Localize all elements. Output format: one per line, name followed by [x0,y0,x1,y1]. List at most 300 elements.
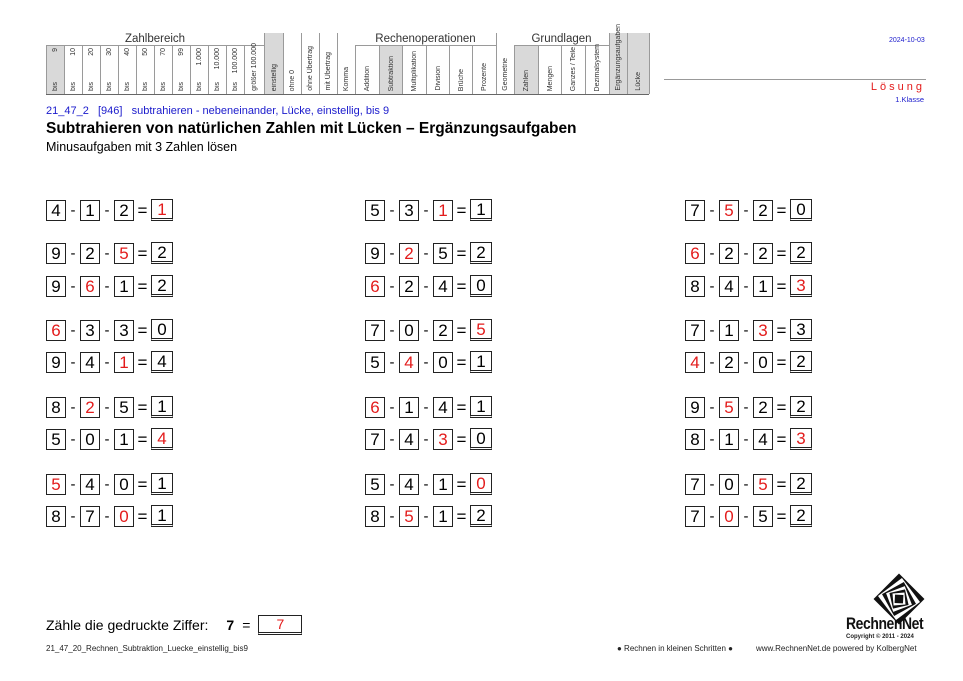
minus-sign: - [743,430,749,448]
classification-table-bottom-rule [46,94,649,95]
subtrahend-box: 2 [399,276,419,297]
gap-box[interactable]: 3 [433,429,453,450]
equation-row [46,395,173,419]
equals-sign: = [137,474,148,494]
minus-sign: - [743,321,749,339]
file-name: 21_47_20_Rechnen_Subtraktion_Luecke_einstellig_bis9 [46,644,248,653]
count-digit-task [46,615,302,635]
subtrahend-box: 3 [114,320,134,341]
equation-row [365,274,492,298]
gap-result-box[interactable]: 3 [790,275,812,297]
header-cell-label: bis [196,82,203,91]
minuend-box: 8 [685,276,705,297]
gap-box[interactable]: 5 [114,243,134,264]
footer-slogan: ● Rechnen in kleinen Schritten ● [617,644,733,653]
gap-box[interactable]: 6 [365,397,385,418]
minus-sign: - [743,507,749,525]
minus-sign: - [743,353,749,371]
header-category-cell [402,46,426,94]
equals-sign: = [137,352,148,372]
header-cell-label: größer 100.000 [251,43,258,91]
equals-sign: = [137,506,148,526]
gap-box[interactable]: 1 [114,352,134,373]
equation-row [365,198,492,222]
equals-sign: = [456,352,467,372]
header-group-title: Grundlagen [514,33,609,46]
gap-box[interactable]: 2 [80,397,100,418]
minus-sign: - [389,277,395,295]
result-box: 1 [470,396,492,418]
equals-sign: = [137,200,148,220]
minus-sign: - [709,507,715,525]
minuend-box: 4 [46,200,66,221]
minus-sign: - [104,507,110,525]
subtrahend-box: 4 [80,352,100,373]
equation-row [685,395,812,419]
header-cell-label: ohne 0 [289,69,296,91]
gap-box[interactable]: 5 [46,474,66,495]
header-cell-value: 100.000 [232,48,239,74]
header-cell-label: Dezimalsystem [594,43,601,91]
header-cell-label: Addition [364,65,371,91]
result-box: 3 [790,319,812,341]
minus-sign: - [389,507,395,525]
subtrahend-box: 4 [719,276,739,297]
subtrahend-box: 2 [753,200,773,221]
subtrahend-box: 1 [114,276,134,297]
equals-sign: = [776,506,787,526]
minus-sign: - [423,244,429,262]
gap-box[interactable]: 3 [753,320,773,341]
result-box: 0 [470,275,492,297]
minus-sign: - [743,475,749,493]
equation-row [685,318,812,342]
page-subtitle: Minusaufgaben mit 3 Zahlen lösen [46,140,238,154]
minus-sign: - [389,475,395,493]
header-cell-label: bis [232,82,239,91]
worksheet-date: 2024-10-03 [889,37,925,44]
header-cell-value: 99 [178,48,185,56]
minus-sign: - [709,277,715,295]
equals-sign: = [776,276,787,296]
subtrahend-box: 2 [719,243,739,264]
equation-row [46,318,173,342]
equals-sign: = [456,320,467,340]
minus-sign: - [423,430,429,448]
minuend-box: 5 [365,200,385,221]
minuend-box: 7 [685,320,705,341]
minus-sign: - [709,398,715,416]
minus-sign: - [70,475,76,493]
equation-row [365,472,492,496]
minus-sign: - [104,277,110,295]
header-cell-label: bis [142,82,149,91]
header-category-cell [496,33,514,94]
gap-result-box[interactable]: 4 [151,428,173,450]
minuend-box: 8 [685,429,705,450]
minus-sign: - [104,321,110,339]
minus-sign: - [70,321,76,339]
equals-sign: = [456,429,467,449]
subtrahend-box: 1 [719,320,739,341]
subtrahend-box: 3 [80,320,100,341]
header-cell-value: 30 [106,48,113,56]
subtrahend-box: 2 [114,200,134,221]
solution-label: Lösung [870,81,925,93]
result-box: 1 [470,199,492,221]
equals-sign: = [456,200,467,220]
count-task-digit: 7 [226,617,235,633]
minuend-box: 9 [365,243,385,264]
gap-box[interactable]: 6 [80,276,100,297]
equation-row [685,198,812,222]
header-category-cell [472,46,496,94]
equation-row [685,350,812,374]
gap-result-box[interactable]: 1 [151,199,173,221]
header-cell-value: 70 [160,48,167,56]
header-category-cell [609,24,627,94]
subtrahend-box: 5 [114,397,134,418]
equals-sign: = [776,243,787,263]
header-cell-label: Lücke [635,72,642,91]
equals-sign: = [456,276,467,296]
minus-sign: - [70,353,76,371]
equation-row [685,427,812,451]
gap-box[interactable]: 6 [46,320,66,341]
minus-sign: - [389,201,395,219]
header-category-cell [208,46,226,94]
header-category-cell [118,46,136,94]
count-task-label: Zähle die gedruckte Ziffer: [46,617,209,633]
subtrahend-box: 5 [433,243,453,264]
subtrahend-box: 7 [80,506,100,527]
equation-row [46,472,173,496]
gap-box[interactable]: 5 [719,397,739,418]
header-category-cell [46,46,64,94]
minuend-box: 5 [365,352,385,373]
header-cell-label: Ergänzungsaufgaben [615,24,622,91]
header-cell-label: bis [88,82,95,91]
minus-sign: - [70,430,76,448]
name-line-divider [664,79,926,80]
header-category-cell [627,33,649,94]
header-cell-label: bis [160,82,167,91]
header-cell-label: Brüche [457,68,465,91]
header-cell-label: Subtraktion [387,55,395,91]
minus-sign: - [743,201,749,219]
equals-sign: = [456,506,467,526]
header-category-cell [244,43,264,94]
equals-sign: = [137,243,148,263]
minuend-box: 8 [46,506,66,527]
header-category-cell [283,33,301,94]
minus-sign: - [389,321,395,339]
header-cell-value: 1.000 [196,48,203,66]
subtrahend-box: 0 [719,474,739,495]
minus-sign: - [743,398,749,416]
header-category-cell [319,33,337,94]
header-category-cell [561,46,585,94]
header-category-cell [172,46,190,94]
subtrahend-box: 1 [753,276,773,297]
equation-row [46,274,173,298]
gap-box[interactable]: 4 [685,352,705,373]
minus-sign: - [70,277,76,295]
minus-sign: - [423,321,429,339]
subtrahend-box: 0 [753,352,773,373]
subtrahend-box: 0 [114,474,134,495]
worksheet-code-line: 21_47_2 [946] subtrahieren - nebeneinander, Lücke, einstellig, bis 9 [46,105,390,117]
result-box: 0 [790,199,812,221]
gap-box[interactable]: 5 [399,506,419,527]
subtrahend-box: 2 [753,397,773,418]
minus-sign: - [389,430,395,448]
header-cell-value: 10.000 [214,48,221,70]
header-category-cell [379,46,402,94]
header-cell-label: bis [52,82,59,91]
minus-sign: - [70,507,76,525]
header-category-cell [426,46,449,94]
equation-row [46,350,173,374]
header-cell-label: ohne Übertrag [307,46,314,91]
minus-sign: - [709,321,715,339]
minus-sign: - [70,244,76,262]
header-cell-label: einstellig [270,63,278,91]
header-cell-label: Geometrie [502,58,509,91]
minus-sign: - [389,353,395,371]
result-box: 1 [470,351,492,373]
subtrahend-box: 0 [433,352,453,373]
minuend-box: 8 [46,397,66,418]
header-group-title: Zahlbereich [46,33,264,46]
subtrahend-box: 1 [719,429,739,450]
result-box: 1 [151,505,173,527]
equation-row [685,472,812,496]
result-box: 2 [790,351,812,373]
header-cell-label: bis [70,82,77,91]
equals-sign: = [137,429,148,449]
header-category-cell [82,46,100,94]
header-cell-label: bis [178,82,185,91]
minus-sign: - [70,201,76,219]
minuend-box: 5 [365,474,385,495]
header-category-cell [538,46,561,94]
subtrahend-box: 0 [399,320,419,341]
subtrahend-box: 4 [399,474,419,495]
header-cell-label: Prozente [481,62,488,91]
minus-sign: - [743,244,749,262]
header-group-title: Rechenoperationen [355,33,496,46]
subtrahend-box: 4 [399,429,419,450]
copyright-text: Copyright © 2011 - 2024 [846,634,914,640]
header-cell-label: bis [124,82,131,91]
subtrahend-box: 1 [433,474,453,495]
gap-box[interactable]: 0 [719,506,739,527]
header-cell-value: 40 [124,48,131,56]
footer-site-link[interactable]: www.RechnenNet.de powered by KolbergNet [756,644,917,653]
equation-row [685,241,812,265]
header-table-right-border [649,33,650,94]
result-box: 1 [151,473,173,495]
header-cell-label: mit Übertrag [325,52,332,91]
gap-box[interactable]: 6 [685,243,705,264]
header-cell-label: Ganzes / Teile [570,46,577,91]
minuend-box: 8 [365,506,385,527]
count-task-equals: = [242,617,251,633]
minus-sign: - [423,507,429,525]
header-cell-value: 20 [88,48,95,56]
gap-box[interactable]: 4 [399,352,419,373]
subtrahend-box: 2 [80,243,100,264]
result-box: 2 [151,275,173,297]
header-cell-label: bis [214,82,221,91]
result-box: 2 [790,242,812,264]
minuend-box: 9 [46,276,66,297]
equals-sign: = [776,200,787,220]
result-box: 2 [470,242,492,264]
brand-name: RechnenNet [846,614,924,633]
result-box: 2 [790,505,812,527]
minus-sign: - [104,398,110,416]
subtrahend-box: 2 [753,243,773,264]
subtrahend-box: 4 [80,474,100,495]
header-category-cell [154,46,172,94]
header-cell-value: 50 [142,48,149,56]
equals-sign: = [137,276,148,296]
equals-sign: = [776,320,787,340]
subtrahend-box: 4 [753,429,773,450]
minus-sign: - [423,201,429,219]
equation-row [365,350,492,374]
gap-box[interactable]: 6 [365,276,385,297]
equals-sign: = [456,474,467,494]
header-category-cell [226,46,244,94]
header-category-cell [190,46,208,94]
header-category-cell [355,46,379,94]
minus-sign: - [709,430,715,448]
subtrahend-box: 2 [433,320,453,341]
equation-row [46,198,173,222]
minus-sign: - [709,201,715,219]
gap-result-box[interactable]: 3 [790,428,812,450]
header-cell-label: Multiplikation [411,50,418,91]
minus-sign: - [389,244,395,262]
header-category-cell [585,43,609,94]
result-box: 2 [151,242,173,264]
header-category-cell [301,33,319,94]
equation-row [46,427,173,451]
count-task-answer[interactable]: 7 [258,615,302,635]
equals-sign: = [776,352,787,372]
equation-row [685,504,812,528]
header-category-cell [264,33,283,94]
minus-sign: - [709,244,715,262]
gap-box[interactable]: 2 [399,243,419,264]
equals-sign: = [137,320,148,340]
subtrahend-box: 1 [399,397,419,418]
subtrahend-box: 3 [399,200,419,221]
result-box: 2 [790,396,812,418]
gap-box[interactable]: 5 [719,200,739,221]
subtrahend-box: 1 [114,429,134,450]
header-cell-label: Division [434,66,442,91]
subtrahend-box: 4 [433,276,453,297]
gap-box[interactable]: 0 [114,506,134,527]
result-box: 4 [151,351,173,373]
header-cell-value: 9 [52,48,59,52]
equation-row [365,504,492,528]
minuend-box: 7 [685,200,705,221]
minus-sign: - [743,277,749,295]
equals-sign: = [776,429,787,449]
gap-result-box[interactable]: 0 [470,473,492,495]
equation-row [685,274,812,298]
subtrahend-box: 4 [433,397,453,418]
minus-sign: - [104,475,110,493]
header-cell-label: bis [106,82,113,91]
minus-sign: - [423,475,429,493]
minus-sign: - [70,398,76,416]
header-cell-label: Mengen [546,65,554,91]
header-category-cell [514,46,538,94]
header-category-cell [449,46,472,94]
result-box: 2 [470,505,492,527]
minus-sign: - [389,398,395,416]
minuend-box: 7 [685,474,705,495]
gap-result-box[interactable]: 5 [470,319,492,341]
minuend-box: 5 [46,429,66,450]
equals-sign: = [456,243,467,263]
header-category-cell [64,46,82,94]
minus-sign: - [709,353,715,371]
result-box: 1 [151,396,173,418]
minus-sign: - [423,353,429,371]
subtrahend-box: 2 [719,352,739,373]
subtrahend-box: 1 [433,506,453,527]
minus-sign: - [423,398,429,416]
minus-sign: - [423,277,429,295]
header-cell-label: Komma [343,66,350,91]
minuend-box: 7 [365,320,385,341]
equals-sign: = [456,397,467,417]
minuend-box: 9 [46,243,66,264]
equals-sign: = [776,474,787,494]
header-category-cell [337,33,355,94]
subtrahend-box: 0 [80,429,100,450]
minuend-box: 7 [685,506,705,527]
grade-label: 1.Klasse [895,95,924,104]
subtrahend-box: 1 [80,200,100,221]
equation-row [365,395,492,419]
subtrahend-box: 5 [753,506,773,527]
minuend-box: 9 [685,397,705,418]
minuend-box: 9 [46,352,66,373]
gap-box[interactable]: 1 [433,200,453,221]
minuend-box: 7 [365,429,385,450]
gap-box[interactable]: 5 [753,474,773,495]
minus-sign: - [104,244,110,262]
result-box: 0 [470,428,492,450]
result-box: 0 [151,319,173,341]
equation-row [46,504,173,528]
equals-sign: = [137,397,148,417]
header-cell-label: Zahlen [523,69,530,91]
equation-row [46,241,173,265]
minus-sign: - [104,353,110,371]
equation-row [365,427,492,451]
page-title: Subtrahieren von natürlichen Zahlen mit Lücken – Ergänzungsaufgaben [46,120,577,137]
result-box: 2 [790,473,812,495]
